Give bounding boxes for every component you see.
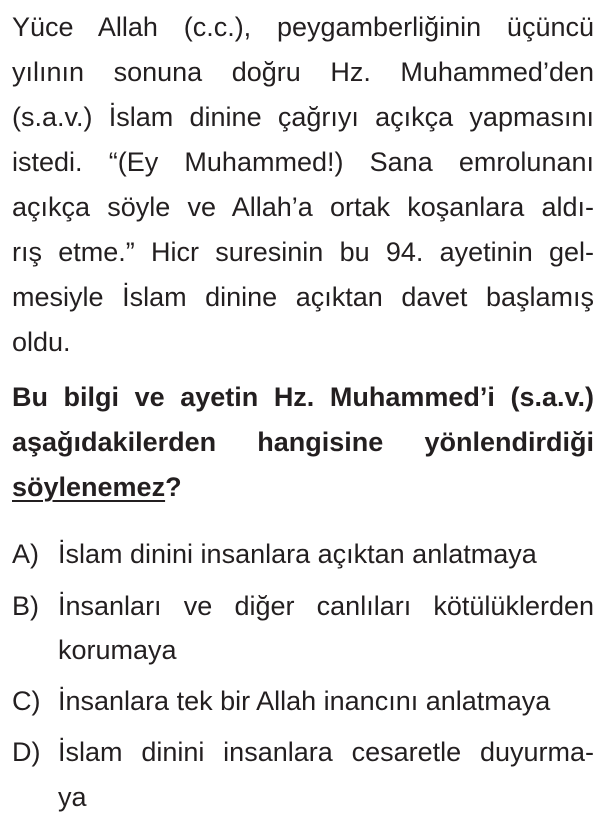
passage-line: istedi. “(Ey Muhammed!) Sana emrolunanı <box>12 147 594 177</box>
passage-line: rış etme.” Hicr suresinin bu 94. ayetinin gel- <box>12 237 594 267</box>
passage-line: açıkça söyle ve Allah’a ortak koşanlara aldı- <box>12 192 594 222</box>
option-text: korumaya <box>58 635 177 665</box>
question-line: Bu bilgi ve ayetin Hz. Muhammed’i (s.a.v.) <box>12 382 594 412</box>
option-text: İslam dinini insanlara cesaretle duyurma- <box>58 737 594 767</box>
option-letter: D) <box>12 737 41 767</box>
passage-line: mesiyle İslam dinine açıktan davet başlamış <box>12 282 594 312</box>
option-text: İnsanlara tek bir Allah inancını anlatmaya <box>58 686 551 716</box>
question-line <box>12 470 594 504</box>
underlined-keyword: söylenemez <box>12 472 166 502</box>
option-text: İslam dinini insanlara açıktan anlatmaya <box>58 539 537 569</box>
passage-line: (s.a.v.) İslam dinine çağrıyı açıkça yapmasını <box>12 102 594 132</box>
option-letter: C) <box>12 686 41 716</box>
option-letter: B) <box>12 591 39 621</box>
passage-line: Yüce Allah (c.c.), peygamberliğinin üçüncü <box>12 12 594 42</box>
option-text: İnsanları ve diğer canlıları kötülüklerden <box>58 591 594 621</box>
passage-line: yılının sonuna doğru Hz. Muhammed’den <box>12 57 594 87</box>
passage-line: oldu. <box>12 327 71 357</box>
option-text: ya <box>58 782 87 812</box>
option-letter: A) <box>12 539 39 569</box>
question-line: aşağıdakilerden hangisine yönlendirdiği <box>12 427 594 457</box>
question-mark: ? <box>165 472 182 502</box>
